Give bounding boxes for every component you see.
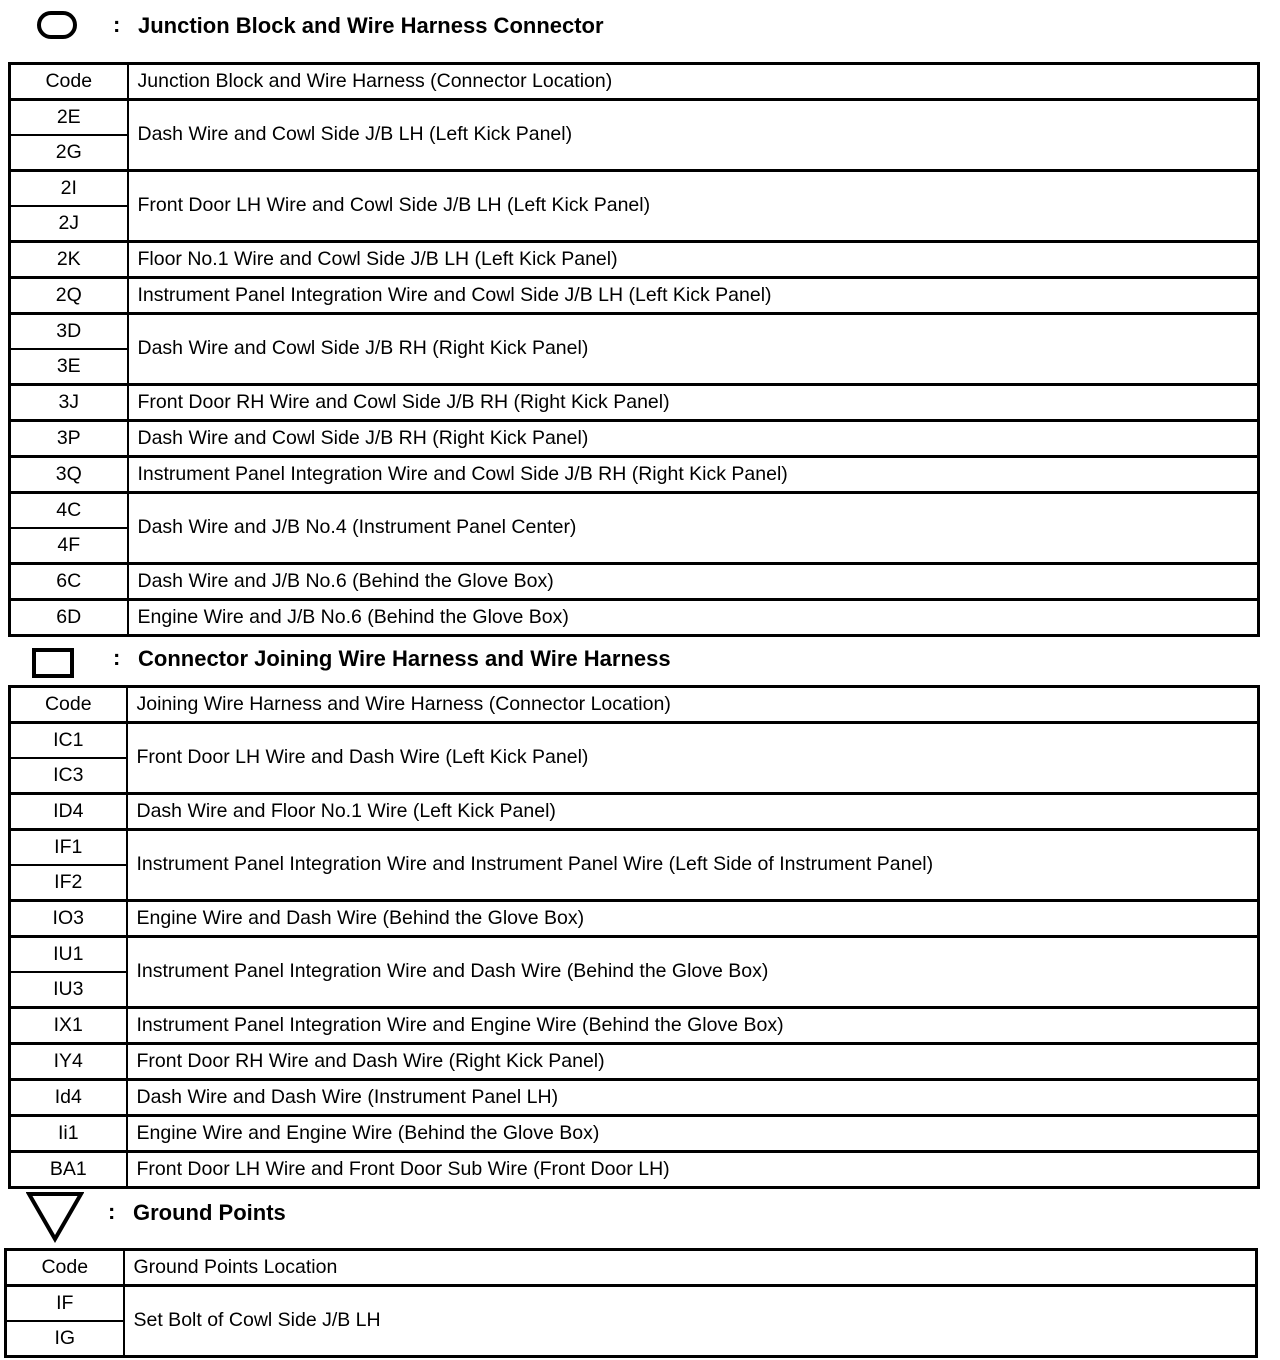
table-header-row	[10, 687, 1259, 723]
code-cell: IG	[6, 1321, 124, 1357]
code-cell: IX1	[10, 1008, 127, 1044]
square-icon	[32, 648, 74, 678]
header-location: Ground Points Location	[124, 1250, 1257, 1286]
code-cell: IF2	[10, 865, 127, 901]
location-cell: Engine Wire and Dash Wire (Behind the Glove Box)	[127, 901, 1259, 937]
table-row	[6, 1286, 1257, 1322]
code-cell: BA1	[10, 1152, 127, 1188]
joining-header	[0, 633, 1280, 683]
table-row	[10, 242, 1259, 278]
location-cell: Front Door RH Wire and Cowl Side J/B RH (Right Kick Panel)	[128, 385, 1259, 421]
table-row	[10, 600, 1259, 636]
header-code: Code	[6, 1250, 124, 1286]
junction-title: Junction Block and Wire Harness Connector	[138, 13, 604, 38]
table-row	[10, 937, 1259, 973]
code-cell: Ii1	[10, 1116, 127, 1152]
code-cell: IY4	[10, 1044, 127, 1080]
location-cell: Front Door RH Wire and Dash Wire (Right Kick Panel)	[127, 1044, 1259, 1080]
joining-colon: :	[113, 645, 121, 670]
code-cell: 2K	[10, 242, 128, 278]
table-header-row	[6, 1250, 1257, 1286]
code-cell: 3Q	[10, 457, 128, 493]
code-cell: 2E	[10, 100, 128, 136]
code-cell: 3D	[10, 314, 128, 350]
table-row	[10, 171, 1259, 207]
rounded-rectangle-icon	[37, 11, 77, 39]
code-cell: 2I	[10, 171, 128, 207]
header-location: Junction Block and Wire Harness (Connector Location)	[128, 64, 1259, 100]
table-header-row	[10, 64, 1259, 100]
location-cell: Instrument Panel Integration Wire and Engine Wire (Behind the Glove Box)	[127, 1008, 1259, 1044]
location-cell: Front Door LH Wire and Dash Wire (Left Kick Panel)	[127, 723, 1259, 794]
table-row	[10, 1116, 1259, 1152]
location-cell: Instrument Panel Integration Wire and Cowl Side J/B LH (Left Kick Panel)	[128, 278, 1259, 314]
code-cell: ID4	[10, 794, 127, 830]
joining-table	[8, 685, 1260, 1189]
location-cell: Dash Wire and Floor No.1 Wire (Left Kick Panel)	[127, 794, 1259, 830]
joining-section	[0, 633, 1280, 1180]
ground-header	[0, 1186, 1280, 1236]
location-cell: Dash Wire and Cowl Side J/B RH (Right Kick Panel)	[128, 314, 1259, 385]
location-cell: Instrument Panel Integration Wire and Cowl Side J/B RH (Right Kick Panel)	[128, 457, 1259, 493]
code-cell: IF1	[10, 830, 127, 866]
location-cell: Engine Wire and Engine Wire (Behind the Glove Box)	[127, 1116, 1259, 1152]
code-cell: 2J	[10, 206, 128, 242]
table-row	[10, 1044, 1259, 1080]
code-cell: 6D	[10, 600, 128, 636]
junction-table	[8, 62, 1260, 637]
location-cell: Front Door LH Wire and Cowl Side J/B LH (Left Kick Panel)	[128, 171, 1259, 242]
code-cell: IC3	[10, 758, 127, 794]
table-row	[10, 100, 1259, 136]
ground-table	[4, 1248, 1258, 1358]
ground-title: Ground Points	[133, 1200, 286, 1225]
location-cell: Dash Wire and J/B No.4 (Instrument Panel Center)	[128, 493, 1259, 564]
code-cell: 3J	[10, 385, 128, 421]
table-row	[10, 901, 1259, 937]
code-cell: IU1	[10, 937, 127, 973]
location-cell: Floor No.1 Wire and Cowl Side J/B LH (Left Kick Panel)	[128, 242, 1259, 278]
code-cell: Id4	[10, 1080, 127, 1116]
location-cell: Instrument Panel Integration Wire and Instrument Panel Wire (Left Side of Instrument Panel)	[127, 830, 1259, 901]
down-triangle-icon	[26, 1191, 84, 1243]
location-cell: Dash Wire and Dash Wire (Instrument Panel LH)	[127, 1080, 1259, 1116]
code-cell: IO3	[10, 901, 127, 937]
table-row	[10, 493, 1259, 529]
table-row	[10, 830, 1259, 866]
header-location: Joining Wire Harness and Wire Harness (Connector Location)	[127, 687, 1259, 723]
location-cell: Engine Wire and J/B No.6 (Behind the Glove Box)	[128, 600, 1259, 636]
header-code: Code	[10, 64, 128, 100]
location-cell: Front Door LH Wire and Front Door Sub Wire (Front Door LH)	[127, 1152, 1259, 1188]
table-row	[10, 385, 1259, 421]
table-row	[10, 1008, 1259, 1044]
table-row	[10, 1080, 1259, 1116]
code-cell: 3P	[10, 421, 128, 457]
code-cell: 4F	[10, 528, 128, 564]
table-row	[10, 723, 1259, 759]
table-row	[10, 278, 1259, 314]
code-cell: 3E	[10, 349, 128, 385]
table-row	[10, 1152, 1259, 1188]
junction-header	[0, 0, 1280, 50]
table-row	[10, 794, 1259, 830]
location-cell: Dash Wire and Cowl Side J/B RH (Right Kick Panel)	[128, 421, 1259, 457]
code-cell: 6C	[10, 564, 128, 600]
code-cell: IU3	[10, 972, 127, 1008]
code-cell: 2G	[10, 135, 128, 171]
ground-section	[0, 1186, 1280, 1349]
joining-title: Connector Joining Wire Harness and Wire Harness	[138, 646, 671, 671]
table-row	[10, 314, 1259, 350]
code-cell: 4C	[10, 493, 128, 529]
table-row	[10, 564, 1259, 600]
code-cell: 2Q	[10, 278, 128, 314]
code-cell: IC1	[10, 723, 127, 759]
table-row	[10, 421, 1259, 457]
location-cell: Dash Wire and J/B No.6 (Behind the Glove Box)	[128, 564, 1259, 600]
header-code: Code	[10, 687, 127, 723]
location-cell: Set Bolt of Cowl Side J/B LH	[124, 1286, 1257, 1357]
table-row	[10, 457, 1259, 493]
location-cell: Dash Wire and Cowl Side J/B LH (Left Kick Panel)	[128, 100, 1259, 171]
location-cell: Instrument Panel Integration Wire and Dash Wire (Behind the Glove Box)	[127, 937, 1259, 1008]
junction-colon: :	[113, 12, 121, 37]
junction-section	[0, 0, 1280, 628]
ground-colon: :	[108, 1199, 116, 1224]
code-cell: IF	[6, 1286, 124, 1322]
